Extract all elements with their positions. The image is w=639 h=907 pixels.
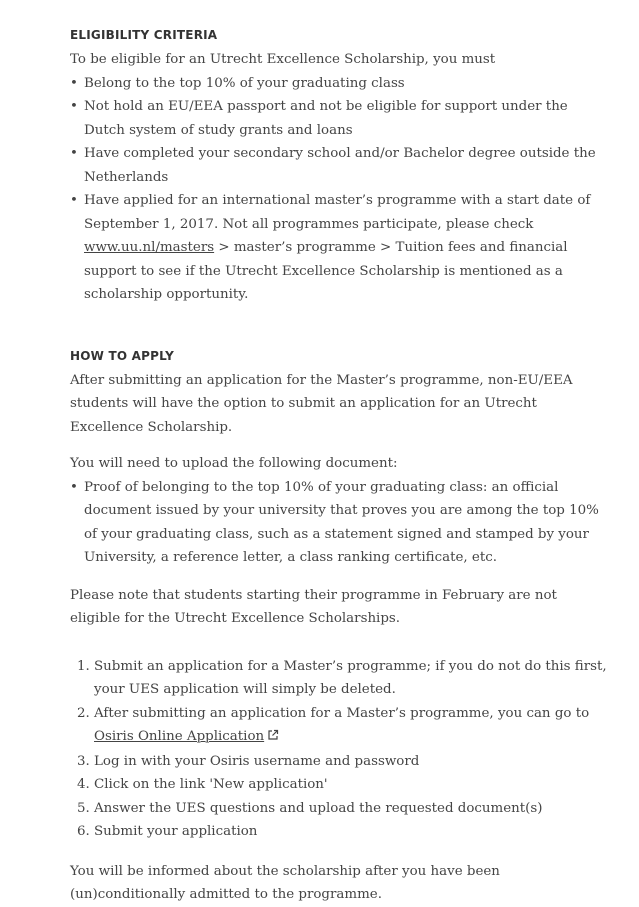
eligibility-heading: ELIGIBILITY CRITERIA: [70, 28, 218, 42]
step-text: After submitting an application for a Master’s programme, you can go to: [94, 705, 590, 721]
item-text: Have applied for an international master’s programme with a start date of September 1, 2017. Not all programmes participate, please check: [84, 193, 591, 232]
content: [70, 26, 610, 907]
step-item: [94, 702, 610, 750]
osiris-online-application-link[interactable]: [94, 729, 279, 744]
list-item: • Not hold an EU/EEA passport and not be eligible for support under the Dutch system of study grants and loans: [70, 95, 610, 142]
scholarship-notice: You will be informed about the scholarship after you have been (un)conditionally admitted to the programme.: [70, 863, 500, 902]
list-item: • Belong to the top 10% of your graduating class: [70, 72, 610, 96]
list-item: • Have completed your secondary school and/or Bachelor degree outside the Netherlands: [70, 142, 610, 189]
apply-paragraph: You will need to upload the following document:: [70, 456, 398, 471]
step-item: 3. Log in with your Osiris username and password: [94, 750, 610, 774]
link-label: Osiris Online Application: [94, 729, 265, 744]
uu-masters-link[interactable]: www.uu.nl/masters: [84, 240, 215, 255]
step-item: 5. Answer the UES questions and upload the requested document(s): [94, 797, 610, 821]
step-item: 6. Submit your application: [94, 820, 610, 844]
eligibility-intro: To be eligible for an Utrecht Excellence Scholarship, you must: [70, 52, 496, 67]
item-text: > master’s programme > Tuition fees and financial support to see if the Utrecht Excellence Scholarship is mentioned as a scholarship opportunity.: [84, 240, 568, 302]
external-link-icon: [267, 726, 279, 750]
apply-paragraph: After submitting an application for the Master’s programme, non-EU/EEA students will have the option to submit an application for an Utrecht Excellence Scholarship.: [70, 372, 573, 435]
step-item: 1. Submit an application for a Master’s programme; if you do not do this first, your UES application will simply be deleted.: [94, 655, 610, 702]
eligibility-list: [70, 72, 610, 307]
document-list: [70, 476, 610, 570]
step-item: 4. Click on the link 'New application': [94, 773, 610, 797]
list-item: • Proof of belonging to the top 10% of your graduating class: an official document issued by your university that proves you are among the top 10% of your graduating class, such as a statement signed and stamped by your University, a reference letter, a class ranking certificate, etc.: [70, 476, 610, 570]
list-item: [70, 189, 610, 307]
application-steps: [70, 655, 610, 844]
february-note: Please note that students starting their programme in February are not eligible for the Utrecht Excellence Scholarships.: [70, 587, 557, 626]
how-to-apply-heading: HOW TO APPLY: [70, 348, 174, 363]
